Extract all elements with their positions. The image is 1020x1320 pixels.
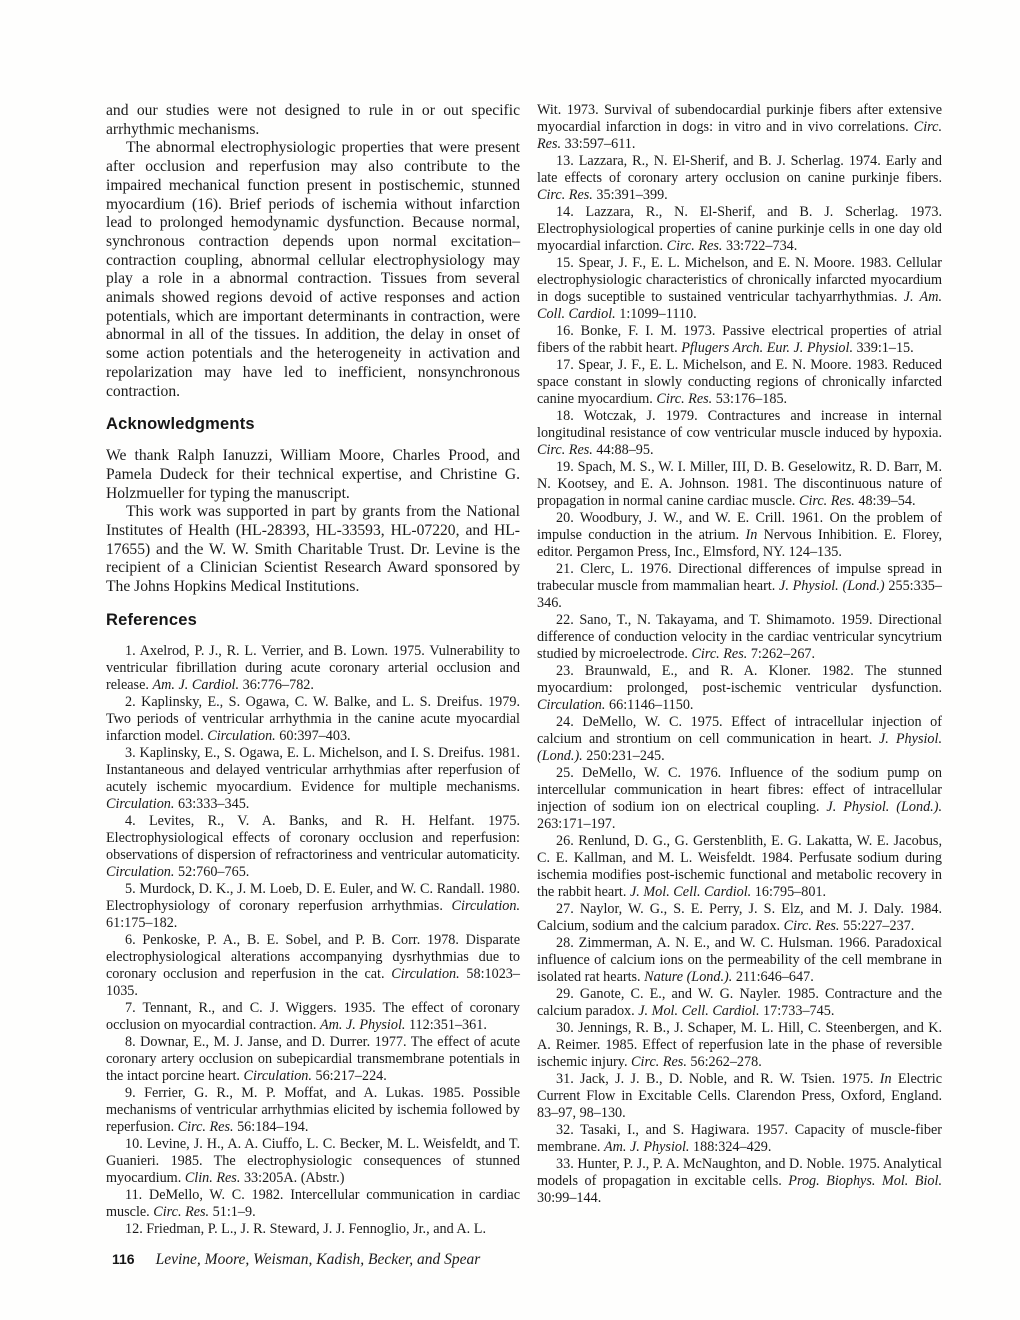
reference-item: 7. Tennant, R., and C. J. Wiggers. 1935. The effect of coronary occlusion on myocardial contraction. Am. J. Physiol. 112:351–361. [106, 999, 520, 1033]
reference-item: 30. Jennings, R. B., J. Schaper, M. L. Hill, C. Steenbergen, and K. A. Reimer. 1985. Effect of reperfusion late in the phase of reversible ischemic injury. Circ. Res. 56:262–278. [537, 1020, 942, 1070]
reference-item: 5. Murdock, D. K., J. M. Loeb, D. E. Euler, and W. C. Randall. 1980. Electrophysiology of coronary reperfusion arrhythmias. Circulation. 61:175–182. [106, 880, 520, 931]
discussion-paragraph: The abnormal electrophysiologic properties that were present after occlusion and reperfusion may also contribute to the impaired mechanical function present in postischemic, stunned myocardium (16). Brief periods of ischemia without infarction lead to prolonged hemodynamic dysfunction. Because normal, synchronous contraction depends upon normal excitation–contraction coupling, abnormal cellular electrophysiology may play a role in a abnormal contraction. Tissues from several animals showed regions devoid of active responses and action potentials, which are important determinants in contraction, were abnormal in all of the tissues. In addition, the delay in onset of some action potentials and the heterogeneity in activation and repolarization may have led to inefficient, nonsynchronous contraction. [106, 139, 520, 400]
reference-item: 12. Friedman, P. L., J. R. Steward, J. J. Fennoglio, Jr., and A. L. [125, 1220, 486, 1237]
reference-item: 31. Jack, J. J. B., D. Noble, and R. W. Tsien. 1975. In Electric Current Flow in Excitable Cells. Clarendon Press, Oxford, England. 83–97, 98–130. [537, 1071, 942, 1121]
reference-item: 1. Axelrod, P. J., R. L. Verrier, and B. Lown. 1975. Vulnerability to ventricular fibrillation during acute coronary arterial occlusion and release. Am. J. Cardiol. 36:776–782. [106, 642, 520, 693]
reference-item: 19. Spach, M. S., W. I. Miller, III, D. B. Geselowitz, R. D. Barr, M. N. Kootsey, and E. A. Johnson. 1981. The discontinuous nature of propagation in normal canine cardiac muscle. Circ. Res. 48:39–54. [537, 459, 942, 509]
page-footer [112, 1251, 480, 1269]
reference-item: 32. Tasaki, I., and S. Hagiwara. 1957. Capacity of muscle-fiber membrane. Am. J. Physiol. 188:324–429. [537, 1122, 942, 1155]
reference-item: 33. Hunter, P. J., P. A. McNaughton, and D. Noble. 1975. Analytical models of propagation in excitable cells. Prog. Biophys. Mol. Biol. 30:99–144. [537, 1156, 942, 1206]
reference-item: 18. Wotczak, J. 1979. Contractures and increase in internal longitudinal resistance of cow ventricular muscle induced by hypoxia. Circ. Res. 44:88–95. [537, 408, 942, 458]
reference-item: 6. Penkoske, P. A., B. E. Sobel, and P. B. Corr. 1978. Disparate electrophysiological alterations accompanying dysrhythmias due to coronary occlusion and reperfusion in the cat. Circulation. 58:1023–1035. [106, 931, 520, 999]
references-list-left [106, 643, 520, 1238]
reference-item: 11. DeMello, W. C. 1982. Intercellular communication in cardiac muscle. Circ. Res. 51:1–9. [106, 1186, 520, 1220]
reference-item: 23. Braunwald, E., and R. A. Kloner. 1982. The stunned myocardium: prolonged, post-ischemic ventricular dysfunction. Circulation. 66:1146–1150. [537, 663, 942, 713]
reference-item: 24. DeMello, W. C. 1975. Effect of intracellular injection of calcium and strontium on cell communication in heart. J. Physiol. (Lond.). 250:231–245. [537, 714, 942, 764]
reference-item: 26. Renlund, D. G., G. Gerstenblith, E. G. Lakatta, W. E. Jacobus, C. E. Kallman, and M. L. Weisfeldt. 1984. Perfusate sodium during ischemia modifies post-ischemic functional and metabolic recovery in the rabbit heart. J. Mol. Cell. Cardiol. 16:795–801. [537, 833, 942, 900]
reference-item: 28. Zimmerman, A. N. E., and W. C. Hulsman. 1966. Paradoxical influence of calcium ions on the permeability of the cell membrane in isolated rat hearts. Nature (Lond.). 211:646–647. [537, 935, 942, 985]
reference-item: 22. Sano, T., N. Takayama, and T. Shimamoto. 1959. Directional difference of conduction velocity in the cardiac ventricular syncytrium studied by microelectrode. Circ. Res. 7:262–267. [537, 612, 942, 662]
references-heading: References [106, 610, 197, 629]
acknowledgments-heading: Acknowledgments [106, 415, 255, 434]
reference-item: 15. Spear, J. F., E. L. Michelson, and E. N. Moore. 1983. Cellular electrophysiologic characteristics of chronically infarcted myocardium in dogs suceptible to sustained ventricular tachyarrhythmias. J. Am. Coll. Cardiol. 1:1099–1110. [537, 255, 943, 322]
page-number: 116 [112, 1251, 135, 1267]
discussion-paragraph: and our studies were not designed to rule in or out specific arrhythmic mechanisms. [106, 102, 520, 138]
reference-item: 10. Levine, J. H., A. A. Ciuffo, L. C. Becker, M. L. Weisfeldt, and T. Guanieri. 1985. The electrophysiologic consequences of stunned myocardium. Clin. Res. 33:205A. (Abstr.) [106, 1135, 520, 1186]
reference-item: 9. Ferrier, G. R., M. P. Moffat, and A. Lukas. 1985. Possible mechanisms of ventricular arrhythmias elicited by ischemia followed by reperfusion. Circ. Res. 56:184–194. [106, 1084, 520, 1135]
reference-item: 3. Kaplinsky, E., S. Ogawa, E. L. Michelson, and I. S. Dreifus. 1981. Instantaneous and delayed ventricular arrhythmias after reperfusion of acutely ischemic myocardium. Evidence for multiple mechanisms. Circulation. 63:333–345. [106, 744, 520, 812]
reference-item: 8. Downar, E., M. J. Janse, and D. Durrer. 1977. The effect of acute coronary artery occlusion on subepicardial transmembrane potentials in the intact porcine heart. Circulation. 56:217–224. [106, 1033, 520, 1084]
reference-item-continued: Wit. 1973. Survival of subendocardial purkinje fibers after extensive myocardial infarction in dogs: in vitro and in vivo correlations. Circ. Res. 33:597–611. [537, 102, 942, 152]
reference-item: 16. Bonke, F. I. M. 1973. Passive electrical properties of atrial fibers of the rabbit heart. Pflugers Arch. Eur. J. Physiol. 339:1–15. [537, 323, 942, 356]
reference-item: 27. Naylor, W. G., S. E. Perry, J. S. Elz, and M. J. Daly. 1984. Calcium, sodium and the calcium paradox. Circ. Res. 55:227–237. [537, 901, 942, 934]
reference-item: 2. Kaplinsky, E., S. Ogawa, C. W. Balke, and L. S. Dreifus. 1979. Two periods of ventricular arrhythmia in the canine acute myocardial infarction model. Circulation. 60:397–403. [106, 693, 520, 744]
reference-item: 25. DeMello, W. C. 1976. Influence of the sodium pump on intercellular communication in heart fibres: effect of intracellular injection of sodium ion on electrical coupling. J. Physiol. (Lond.). 263:171–197. [537, 765, 942, 832]
reference-item: 17. Spear, J. F., E. L. Michelson, and E. N. Moore. 1983. Reduced space constant in slowly conducting regions of chronically infarcted canine myocardium. Circ. Res. 53:176–185. [537, 357, 942, 407]
left-column [106, 102, 520, 1238]
references-list-right [537, 102, 942, 1207]
acknowledgments-paragraph: This work was supported in part by grants from the National Institutes of Health (HL-28393, HL-33593, HL-07220, and HL-17655) and the W. W. Smith Charitable Trust. Dr. Levine is the recipient of a Clinician Scientist Research Award sponsored by The Johns Hopkins Medical Institutions. [106, 503, 520, 596]
reference-item: 29. Ganote, C. E., and W. G. Nayler. 1985. Contracture and the calcium paradox. J. Mol. Cell. Cardiol. 17:733–745. [537, 986, 942, 1019]
running-head: Levine, Moore, Weisman, Kadish, Becker, and Spear [155, 1251, 481, 1268]
acknowledgments-paragraph: We thank Ralph Ianuzzi, William Moore, Charles Prood, and Pamela Dudeck for their technical expertise, and Christine G. Holzmueller for typing the manuscript. [106, 447, 520, 502]
reference-item: 21. Clerc, L. 1976. Directional differences of impulse spread in trabecular muscle from mammalian heart. J. Physiol. (Lond.) 255:335–346. [537, 561, 942, 611]
reference-item: 20. Woodbury, J. W., and W. E. Crill. 1961. On the problem of impulse conduction in the atrium. In Nervous Inhibition. E. Florey, editor. Pergamon Press, Inc., Elmsford, NY. 124–135. [537, 510, 942, 560]
reference-item: 4. Levites, R., V. A. Banks, and R. H. Helfant. 1975. Electrophysiological effects of coronary occlusion and reperfusion: observations of dispersion of refractoriness and ventricular automaticity. Circulation. 52:760–765. [106, 812, 520, 880]
right-column [537, 102, 942, 1207]
reference-item: 14. Lazzara, R., N. El-Sherif, and B. J. Scherlag. 1973. Electrophysiological properties of canine purkinje cells in one day old myocardial infarction. Circ. Res. 33:722–734. [537, 204, 942, 254]
reference-item: 13. Lazzara, R., N. El-Sherif, and B. J. Scherlag. 1974. Early and late effects of coronary artery occlusion on canine purkinje fibers. Circ. Res. 35:391–399. [537, 153, 942, 203]
